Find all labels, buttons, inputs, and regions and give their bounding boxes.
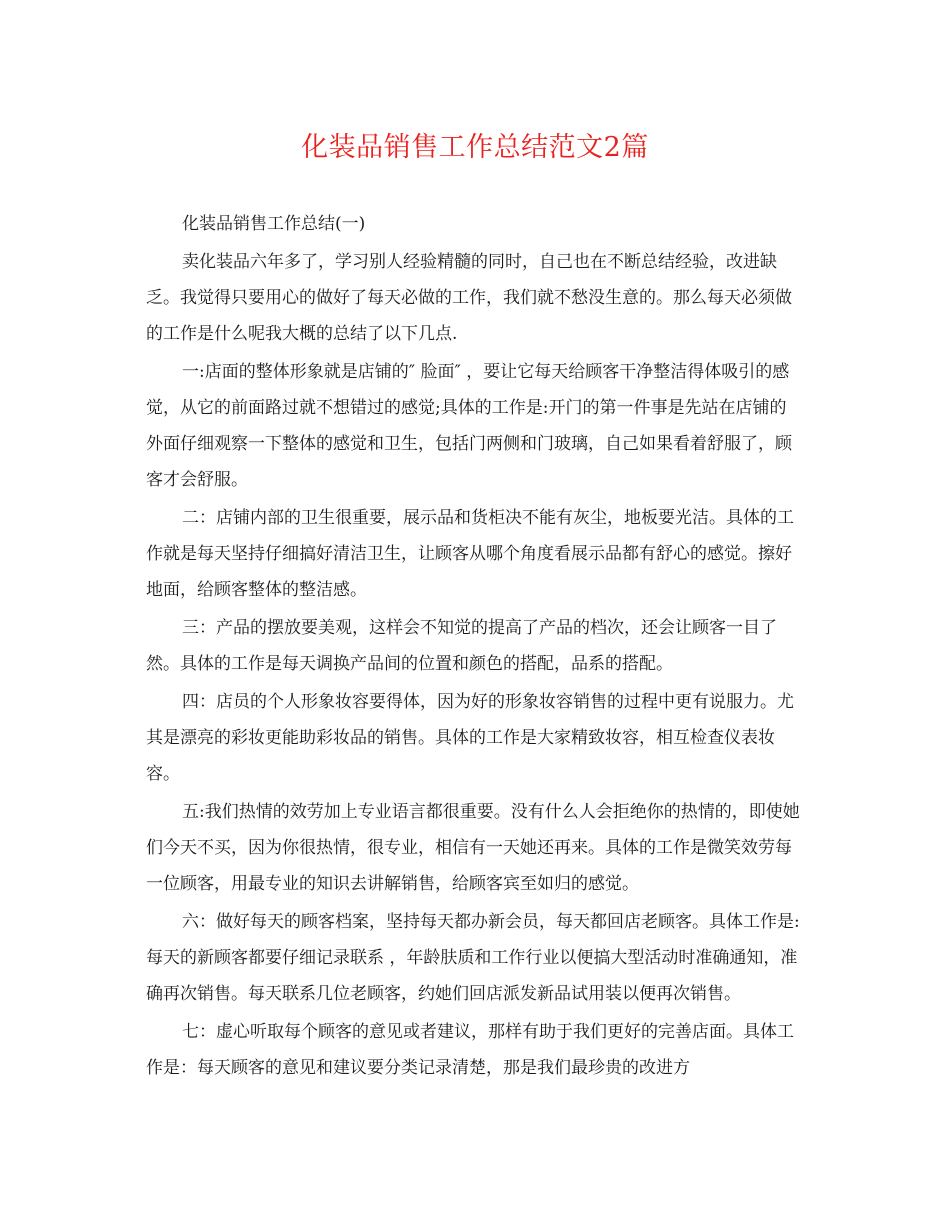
paragraph-point-7: 七：虚心听取每个顾客的意见或者建议，那样有助于我们更好的完善店面。具体工作是：每天顾客的意见和建议要分类记录清楚，那是我们最珍贵的改进方: [146, 1022, 794, 1078]
paragraph-point-3: 三：产品的摆放要美观，这样会不知觉的提高了产品的档次，还会让顾客一目了然。具体的工作是每天调换产品间的位置和颜色的搭配，品系的搭配。: [146, 618, 777, 674]
paragraph-point-6: 六：做好每天的顾客档案，坚持每天都办新会员，每天都回店老顾客。具体工作是:每天的新顾客都要仔细记录联系 ，年龄肤质和工作行业以便搞大型活动时准确通知，准确再次销售。每天联系几位老顾客，约她们回店派发新品试用装以便再次销售。: [146, 912, 800, 1004]
section-heading: 化装品销售工作总结(一): [182, 214, 366, 234]
document-body: [146, 206, 802, 1086]
paragraph-point-2: 二：店铺内部的卫生很重要，展示品和货柜决不能有灰尘，地板要光洁。具体的工作就是每天坚持仔细搞好清洁卫生，让顾客从哪个角度看展示品都有舒心的感觉。擦好地面，给顾客整体的整洁感。: [146, 508, 794, 600]
document-title: 化装品销售工作总结范文2篇: [301, 132, 649, 163]
paragraph-point-5: 五:我们热情的效劳加上专业语言都很重要。没有什么人会拒绝你的热情的，即使她们今天不买，因为你很热情，很专业，相信有一天她还再来。具体的工作是微笑效劳每一位顾客，用最专业的知识去讲解销售，给顾客宾至如归的感觉。: [146, 802, 800, 894]
paragraph-point-1: 一:店面的整体形象就是店铺的″ 脸面″ ，要让它每天给顾客干净整洁得体吸引的感觉，从它的前面路过就不想错过的感觉;具体的工作是:开门的第一件事是先站在店铺的外面仔细观察一下整体的感觉和卫生，包括门两侧和门玻璃，自己如果看着舒服了，顾客才会舒服。: [146, 362, 792, 490]
paragraph-point-4: 四：店员的个人形象妆容要得体，因为好的形象妆容销售的过程中更有说服力。尤其是漂亮的彩妆更能助彩妆品的销售。具体的工作是大家精致妆容，相互检查仪表妆容。: [146, 692, 794, 784]
paragraph-intro: 卖化装品六年多了，学习别人经验精髓的同时，自己也在不断总结经验，改进缺乏。我觉得只要用心的做好了每天必做的工作，我们就不愁没生意的。那么每天必须做的工作是什么呢我大概的总结了以下几点.: [146, 252, 792, 344]
